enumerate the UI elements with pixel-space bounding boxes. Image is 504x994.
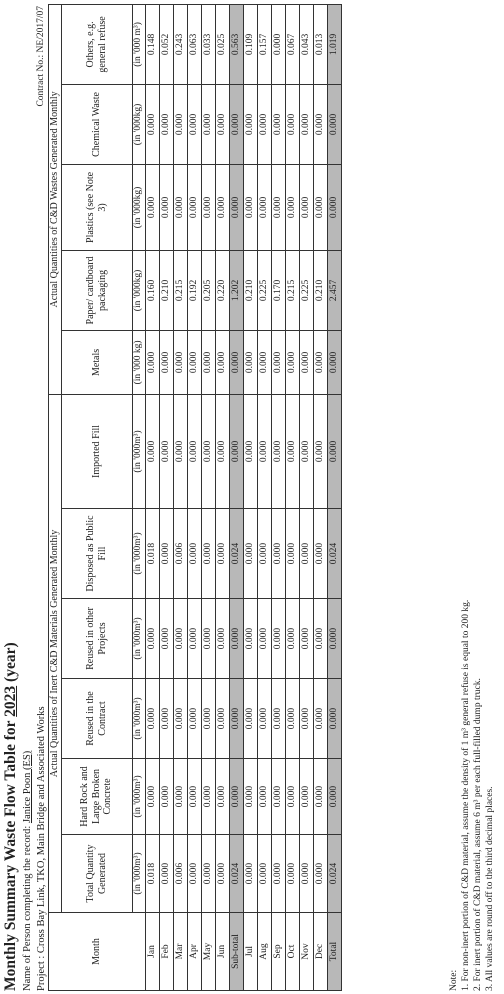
value-cell: 0.000: [327, 599, 341, 679]
column-header: Imported Fill: [61, 394, 132, 508]
month-cell: Feb: [159, 913, 173, 991]
group-header-row: [49, 4, 62, 990]
page-title: Monthly Summary Waste Flow Table for 2023 (year): [2, 642, 19, 991]
value-cell: 0.018: [145, 509, 159, 599]
value-cell: 0.018: [145, 835, 159, 913]
value-cell: 0.000: [271, 679, 285, 759]
value-cell: 0.000: [173, 679, 187, 759]
value-cell: 0.000: [243, 330, 257, 394]
column-header: Chemical Waste: [61, 84, 132, 164]
value-cell: 0.000: [201, 394, 215, 508]
value-cell: 0.052: [159, 4, 173, 84]
note-2: 2. For inert portion of C&D material, assume 6 m³ per each full-filled dump truck.: [473, 678, 483, 991]
project-name: Project : Cross Bay Link, TKO, Main Bridge and Associated Works: [36, 706, 47, 991]
value-cell: 0.000: [243, 164, 257, 250]
value-cell: 0.000: [299, 759, 313, 835]
value-cell: 0.000: [229, 84, 243, 164]
column-unit: (in '000kg): [132, 250, 145, 330]
value-cell: 0.000: [299, 509, 313, 599]
value-cell: 0.215: [173, 250, 187, 330]
column-header: Paper/ cardboard packaging: [61, 250, 132, 330]
value-cell: 0.000: [187, 599, 201, 679]
value-cell: 0.000: [229, 164, 243, 250]
value-cell: 0.000: [173, 599, 187, 679]
value-cell: 0.000: [299, 164, 313, 250]
month-header: Month: [49, 913, 146, 991]
value-cell: 0.000: [313, 835, 327, 913]
column-unit: (in '000m³): [132, 835, 145, 913]
contract-number: Contract No.: NE/2017/07: [36, 6, 46, 107]
inert-group-header: Actual Quantities of Inert C&D Materials Generated Monthly: [49, 394, 62, 912]
value-cell: 0.000: [313, 509, 327, 599]
value-cell: 0.000: [145, 164, 159, 250]
month-cell: Jan: [145, 913, 159, 991]
value-cell: 0.000: [327, 394, 341, 508]
value-cell: 0.000: [243, 759, 257, 835]
value-cell: 0.000: [257, 330, 271, 394]
value-cell: 0.000: [299, 84, 313, 164]
value-cell: 0.000: [187, 759, 201, 835]
value-cell: 0.000: [173, 330, 187, 394]
column-header: Reused in other Projects: [61, 599, 132, 679]
value-cell: 0.067: [285, 4, 299, 84]
value-cell: 0.000: [327, 759, 341, 835]
value-cell: 0.000: [313, 164, 327, 250]
value-cell: 0.000: [159, 84, 173, 164]
value-cell: 0.210: [159, 250, 173, 330]
value-cell: 0.000: [215, 759, 229, 835]
unit-row: [132, 4, 145, 990]
value-cell: 0.000: [243, 84, 257, 164]
value-cell: 0.000: [187, 164, 201, 250]
column-unit: (in '000m³): [132, 599, 145, 679]
person-completing-record: Name of Person completing the record: Janice Poon (ES): [22, 750, 33, 991]
value-cell: 0.000: [145, 679, 159, 759]
value-cell: 2.457: [327, 250, 341, 330]
value-cell: 0.000: [271, 84, 285, 164]
value-cell: 0.000: [327, 330, 341, 394]
value-cell: 0.000: [257, 835, 271, 913]
note-3: 3. All values are round off to the third decimal places.: [485, 786, 495, 991]
value-cell: 0.000: [201, 509, 215, 599]
value-cell: 0.000: [299, 679, 313, 759]
value-cell: 0.000: [313, 84, 327, 164]
month-cell: May: [201, 913, 215, 991]
value-cell: 0.000: [299, 394, 313, 508]
value-cell: 0.000: [201, 679, 215, 759]
month-cell: Nov: [299, 913, 313, 991]
month-cell: Total: [327, 913, 341, 991]
value-cell: 0.033: [201, 4, 215, 84]
value-cell: 0.000: [229, 599, 243, 679]
value-cell: 0.000: [271, 599, 285, 679]
value-cell: 0.563: [229, 4, 243, 84]
table-row: [187, 4, 201, 990]
value-cell: 0.000: [159, 759, 173, 835]
value-cell: 0.000: [215, 599, 229, 679]
value-cell: 0.000: [215, 164, 229, 250]
value-cell: 0.000: [215, 84, 229, 164]
value-cell: 0.000: [285, 509, 299, 599]
person-name: Janice Poon (ES): [22, 750, 33, 824]
value-cell: 0.000: [187, 835, 201, 913]
column-header: Hard Rock and Large Broken Concrete: [61, 759, 132, 835]
value-cell: 0.000: [201, 84, 215, 164]
value-cell: 0.000: [313, 330, 327, 394]
value-cell: 0.000: [271, 835, 285, 913]
cd-waste-group-header: Actual Quantities of C&D Wastes Generated Monthly: [49, 4, 62, 394]
column-header: Disposed as Public Fill: [61, 509, 132, 599]
value-cell: 0.000: [313, 759, 327, 835]
table-row: [159, 4, 173, 990]
value-cell: 0.000: [257, 509, 271, 599]
table-row: [257, 4, 271, 990]
table-row: [299, 4, 313, 990]
table-row: [145, 4, 159, 990]
value-cell: 0.000: [271, 164, 285, 250]
value-cell: 0.210: [313, 250, 327, 330]
column-unit: (in '000m³): [132, 679, 145, 759]
value-cell: 0.000: [257, 84, 271, 164]
value-cell: 0.220: [215, 250, 229, 330]
value-cell: 0.000: [145, 759, 159, 835]
value-cell: 0.000: [243, 835, 257, 913]
value-cell: 0.000: [271, 509, 285, 599]
column-unit: (in '000 kg): [132, 330, 145, 394]
value-cell: 0.205: [201, 250, 215, 330]
value-cell: 0.000: [313, 394, 327, 508]
value-cell: 0.210: [243, 250, 257, 330]
month-cell: Sub-total: [229, 913, 243, 991]
value-cell: 0.063: [187, 4, 201, 84]
summary-row: [327, 4, 341, 990]
month-cell: Sep: [271, 913, 285, 991]
value-cell: 0.000: [229, 330, 243, 394]
column-unit: (in '000kg): [132, 84, 145, 164]
table-row: [173, 4, 187, 990]
value-cell: 0.024: [229, 509, 243, 599]
month-cell: Aug: [257, 913, 271, 991]
value-cell: 0.000: [257, 679, 271, 759]
table-row: [215, 4, 229, 990]
notes: [448, 600, 496, 991]
value-cell: 0.000: [257, 759, 271, 835]
value-cell: 0.000: [187, 394, 201, 508]
value-cell: 0.000: [327, 679, 341, 759]
value-cell: 0.000: [201, 759, 215, 835]
value-cell: 0.243: [173, 4, 187, 84]
value-cell: 0.000: [229, 394, 243, 508]
value-cell: 0.225: [257, 250, 271, 330]
value-cell: 0.025: [215, 4, 229, 84]
value-cell: 0.192: [187, 250, 201, 330]
column-unit: (in '000m³): [132, 394, 145, 508]
value-cell: 0.000: [187, 84, 201, 164]
value-cell: 0.000: [201, 330, 215, 394]
column-unit: (in '000m³): [132, 509, 145, 599]
value-cell: 0.000: [145, 599, 159, 679]
value-cell: 0.006: [173, 509, 187, 599]
column-header: Plastics (see Note 3): [61, 164, 132, 250]
value-cell: 0.000: [257, 164, 271, 250]
value-cell: 0.000: [327, 164, 341, 250]
table-row: [201, 4, 215, 990]
value-cell: 0.000: [285, 759, 299, 835]
value-cell: 0.000: [201, 835, 215, 913]
value-cell: 0.160: [145, 250, 159, 330]
value-cell: 0.148: [145, 4, 159, 84]
table-row: [243, 4, 257, 990]
value-cell: 0.000: [173, 84, 187, 164]
value-cell: 0.000: [271, 394, 285, 508]
table-row: [313, 4, 327, 990]
value-cell: 0.000: [257, 599, 271, 679]
value-cell: 0.000: [215, 679, 229, 759]
column-unit: (in '000kg): [132, 164, 145, 250]
value-cell: 0.000: [285, 84, 299, 164]
table-row: [285, 4, 299, 990]
month-cell: Oct: [285, 913, 299, 991]
value-cell: 0.000: [159, 394, 173, 508]
notes-heading: Note:: [449, 969, 459, 991]
value-cell: 0.225: [299, 250, 313, 330]
value-cell: 0.000: [271, 759, 285, 835]
value-cell: 0.000: [187, 679, 201, 759]
value-cell: 0.000: [215, 394, 229, 508]
note-1: 1. For non-inert portion of C&D material, assume the density of 1 m³ general refuse is equal to 200 kg.: [461, 599, 471, 991]
title-year: 2023: [2, 685, 19, 717]
value-cell: 0.000: [173, 394, 187, 508]
value-cell: 0.000: [229, 759, 243, 835]
value-cell: 0.013: [313, 4, 327, 84]
column-header: Metals: [61, 330, 132, 394]
value-cell: 0.000: [243, 394, 257, 508]
value-cell: 0.000: [299, 330, 313, 394]
value-cell: 0.000: [173, 164, 187, 250]
value-cell: 0.024: [229, 835, 243, 913]
column-header: Reused in the Contract: [61, 679, 132, 759]
value-cell: 0.170: [271, 250, 285, 330]
value-cell: 0.000: [285, 394, 299, 508]
value-cell: 0.000: [159, 835, 173, 913]
value-cell: 0.000: [271, 330, 285, 394]
value-cell: 1.019: [327, 4, 341, 84]
value-cell: 0.000: [159, 164, 173, 250]
table-row: [271, 4, 285, 990]
value-cell: 0.157: [257, 4, 271, 84]
value-cell: 0.000: [271, 4, 285, 84]
summary-row: [229, 4, 243, 990]
value-cell: 0.000: [257, 394, 271, 508]
month-cell: Jun: [215, 913, 229, 991]
value-cell: 0.215: [285, 250, 299, 330]
waste-flow-table: [48, 4, 342, 991]
value-cell: 0.000: [285, 679, 299, 759]
value-cell: 0.000: [285, 599, 299, 679]
value-cell: 0.024: [327, 509, 341, 599]
value-cell: 0.006: [173, 835, 187, 913]
value-cell: 0.000: [243, 599, 257, 679]
value-cell: 0.000: [173, 759, 187, 835]
value-cell: 0.000: [201, 164, 215, 250]
value-cell: 0.000: [299, 835, 313, 913]
value-cell: 0.000: [285, 835, 299, 913]
value-cell: 0.000: [285, 330, 299, 394]
value-cell: 0.000: [313, 679, 327, 759]
value-cell: 0.000: [145, 394, 159, 508]
month-cell: Mar: [173, 913, 187, 991]
value-cell: 0.000: [145, 84, 159, 164]
value-cell: 0.000: [215, 835, 229, 913]
value-cell: 0.000: [243, 509, 257, 599]
value-cell: 1.202: [229, 250, 243, 330]
month-cell: Dec: [313, 913, 327, 991]
value-cell: 0.000: [215, 509, 229, 599]
value-cell: 0.000: [285, 164, 299, 250]
month-cell: Apr: [187, 913, 201, 991]
value-cell: 0.000: [229, 679, 243, 759]
column-header: Others, e.g. general refuse: [61, 4, 132, 84]
value-cell: 0.000: [145, 330, 159, 394]
column-header-row: [61, 4, 132, 990]
value-cell: 0.000: [243, 679, 257, 759]
value-cell: 0.000: [187, 330, 201, 394]
value-cell: 0.000: [299, 599, 313, 679]
value-cell: 0.000: [159, 330, 173, 394]
value-cell: 0.043: [299, 4, 313, 84]
value-cell: 0.000: [201, 599, 215, 679]
column-header: Total Quantity Generated: [61, 835, 132, 913]
month-cell: Jul: [243, 913, 257, 991]
value-cell: 0.000: [215, 330, 229, 394]
value-cell: 0.000: [159, 509, 173, 599]
value-cell: 0.000: [327, 84, 341, 164]
column-unit: (in '000m³): [132, 759, 145, 835]
value-cell: 0.000: [187, 509, 201, 599]
value-cell: 0.109: [243, 4, 257, 84]
value-cell: 0.000: [159, 599, 173, 679]
column-unit: (in '000 m³): [132, 4, 145, 84]
value-cell: 0.000: [159, 679, 173, 759]
value-cell: 0.000: [313, 599, 327, 679]
value-cell: 0.024: [327, 835, 341, 913]
